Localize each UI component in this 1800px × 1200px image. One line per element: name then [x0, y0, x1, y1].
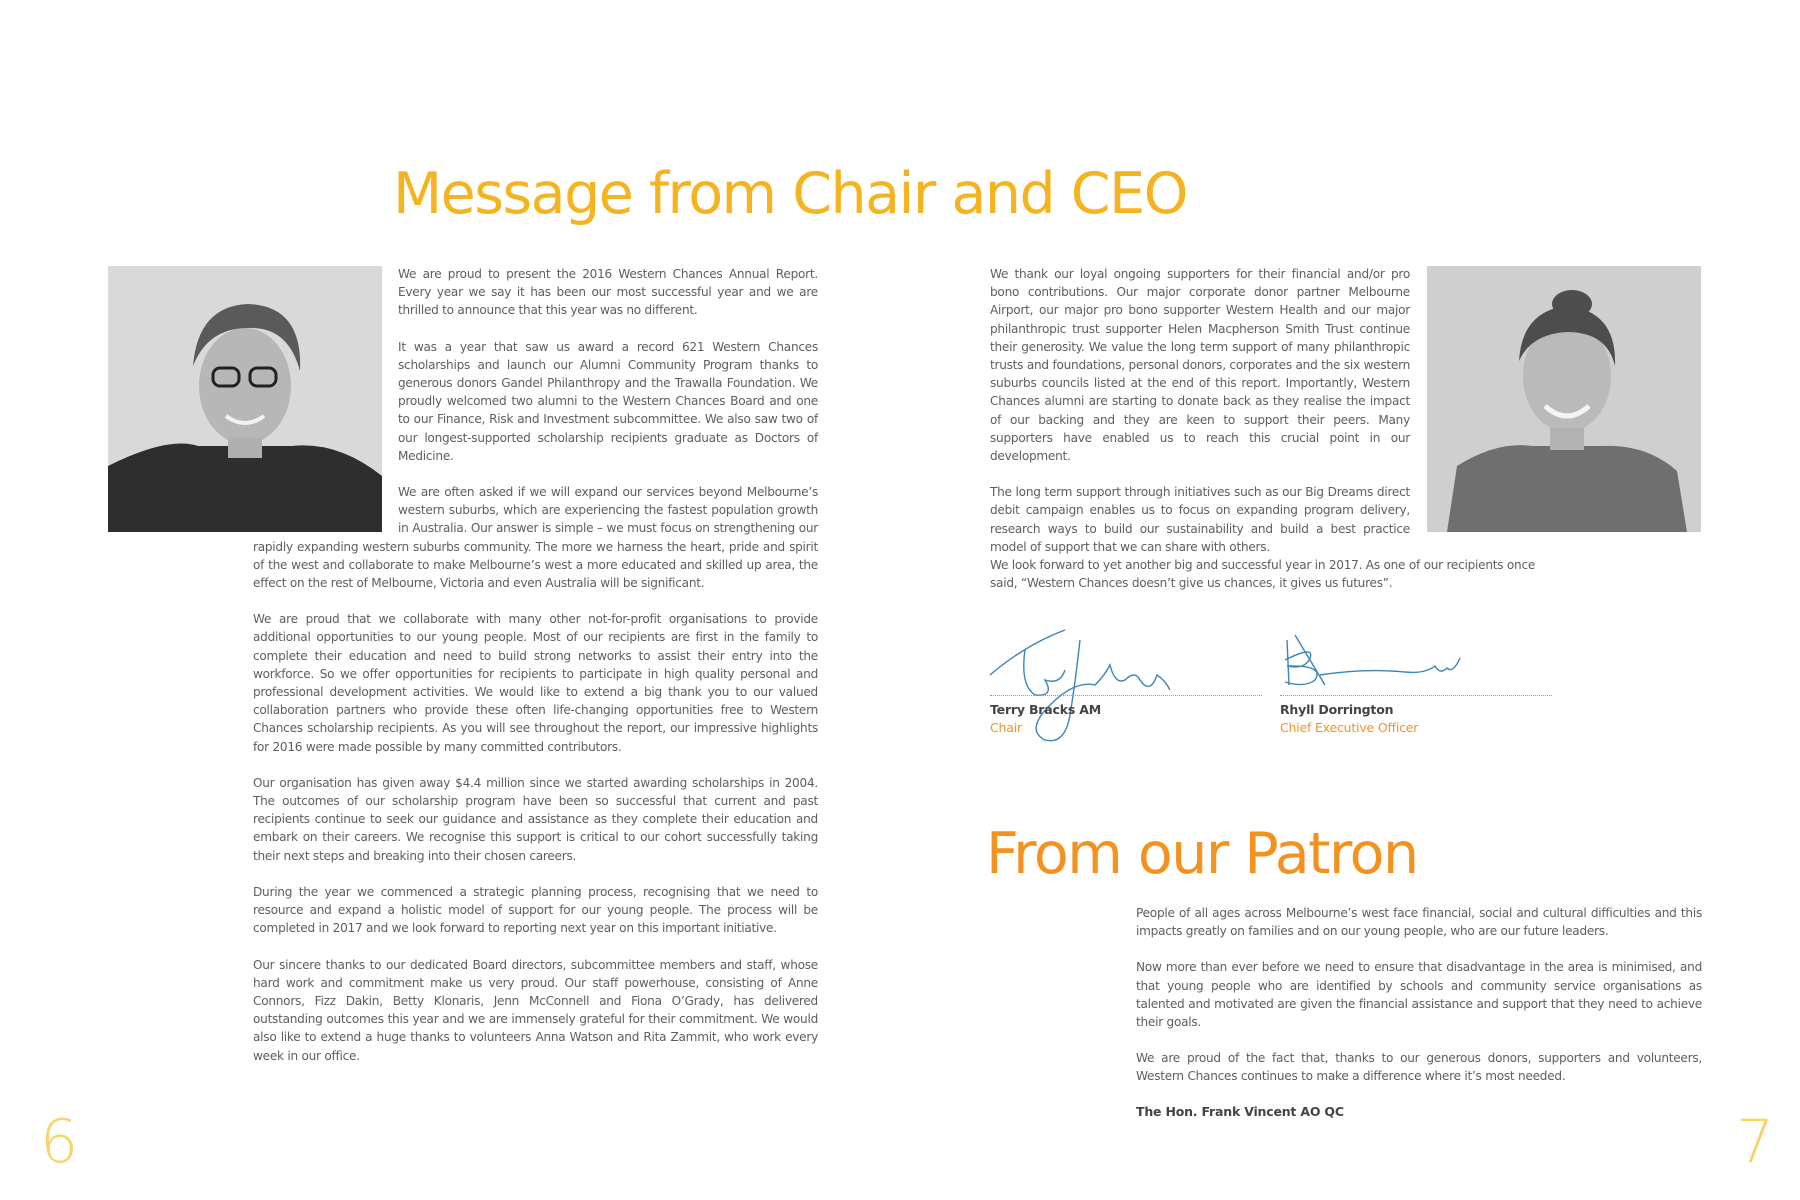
- paragraph: The long term support through initiatives such as our Big Dreams direct debit campaign enables us to focus on expanding program delivery, research ways to build our sustainability and build a best practice model of support that we can share with others.: [990, 485, 1410, 554]
- page-number-right: 7: [1736, 1107, 1775, 1177]
- paragraph: We are proud that we collaborate with many other not-for-profit organisations to provide additional opportunities to our young people. Most of our recipients are first in the family to complete their education and need to build strong networks to assist their entry into the workforce. So we offer opportunities for recipients to participate in high quality personal and professional development activities. We would like to extend a big thank you to our valued collaboration partners who provide these often life-changing opportunities free to Western Chances scholarship recipients. As you will see throughout the report, our impressive highlights for 2016 were made possible by many committed contributors.: [253, 612, 818, 754]
- signatory-name: Rhyll Dorrington: [1280, 702, 1394, 717]
- paragraph: During the year we commenced a strategic planning process, recognising that we need to resource and expand a holistic model of support for our young people. The process will be completed in 2017 and we look forward to reporting next year on this important initiative.: [253, 884, 818, 936]
- paragraph: We are proud of the fact that, thanks to our generous donors, supporters and volunteers, Western Chances continues to make a difference where it’s most needed.: [1136, 1051, 1702, 1084]
- signature-line: [990, 695, 1262, 696]
- paragraph: We are proud to present the 2016 Western Chances Annual Report. Every year we say it has been our most successful year and we are thrilled to announce that this year was no different.: [398, 267, 818, 318]
- closing-paragraph: We look forward to yet another big and successful year in 2017. As one of our recipients once said, “Western Chances doesn’t give us chances, it gives us futures”.: [990, 558, 1536, 591]
- patron-column: [1136, 904, 1702, 1119]
- patron-title: From our Patron: [986, 821, 1418, 887]
- signatory-name: Terry Bracks AM: [990, 702, 1101, 717]
- right-column: [990, 265, 1410, 574]
- paragraph: People of all ages across Melbourne’s west face financial, social and cultural difficulties and this impacts greatly on families and on our young people, who are our future leaders.: [1136, 906, 1702, 939]
- paragraph: We are often asked if we will expand our services beyond Melbourne’s western suburbs, which are experiencing the fastest population growth in Australia. Our answer is simple – we must focus on strengthening our rapidly expanding western suburbs community. The more we harness the heart, pride and spirit of the west and collaborate to make Melbourne’s west a more educated and skilled up area, the effect on the rest of Melbourne, Victoria and even Australia will be significant.: [253, 485, 818, 591]
- paragraph: Now more than ever before we need to ensure that disadvantage in the area is minimised, and that young people who are identified by schools and community service organisations as talented and motivated are given the financial assistance and support that they need to achieve their goals.: [1136, 960, 1702, 1030]
- signature-line: [1280, 695, 1552, 696]
- paragraph: Our sincere thanks to our dedicated Board directors, subcommittee members and staff, whose hard work and commitment make us very proud. Our staff powerhouse, consisting of Anne Connors, Fizz Dakin, Betty Klonaris, Jenn McConnell and Fiona O’Grady, has delivered outstanding outcomes this year and we are immensely grateful for their commitment. We would also like to extend a huge thanks to volunteers Anna Watson and Rita Zammit, who work every week in our office.: [253, 957, 818, 1063]
- signatory-role: Chief Executive Officer: [1280, 720, 1419, 735]
- paragraph: Our organisation has given away $4.4 million since we started awarding scholarships in 2004. The outcomes of our scholarship program have been so successful that current and past recipients continue to seek our guidance and assistance as they complete their education and embark on their careers. We recognise this support is critical to our cohort successfully taking their next steps and breaking into their chosen careers.: [253, 775, 818, 863]
- ceo-signature: [1275, 630, 1475, 690]
- paragraph: It was a year that saw us award a record 621 Western Chances scholarships and launch our Alumni Community Program thanks to generous donors Gandel Philanthropy and the Trawalla Foundation. We proudly welcomed two alumni to the Western Chances Board and one to our Finance, Risk and Investment subcommittee. We also saw two of our longest-supported scholarship recipients graduate as Doctors of Medicine.: [398, 339, 818, 463]
- signatory-role: Chair: [990, 720, 1022, 735]
- patron-signoff: The Hon. Frank Vincent AO QC: [1136, 1103, 1344, 1119]
- paragraph: We thank our loyal ongoing supporters for their financial and/or pro bono contributions. Our major corporate donor partner Melbourne Airport, our major pro bono supporter Western Health and our major philanthropic trust supporter Helen Macpherson Smith Trust continue their generosity. We value the long term support of many philanthropic trusts and foundations, personal donors, corporates and the six western suburbs councils listed at the end of this report. Importantly, Western Chances alumni are starting to donate back as they realise the impact of our backing and they are keen to support their peers. Many supporters have enabled us to reach this crucial point in our development.: [990, 267, 1410, 464]
- page-title: Message from Chair and CEO: [393, 161, 1187, 227]
- page-number-left: 6: [40, 1107, 79, 1177]
- left-column: [253, 265, 818, 1083]
- ceo-portrait: [1427, 266, 1701, 532]
